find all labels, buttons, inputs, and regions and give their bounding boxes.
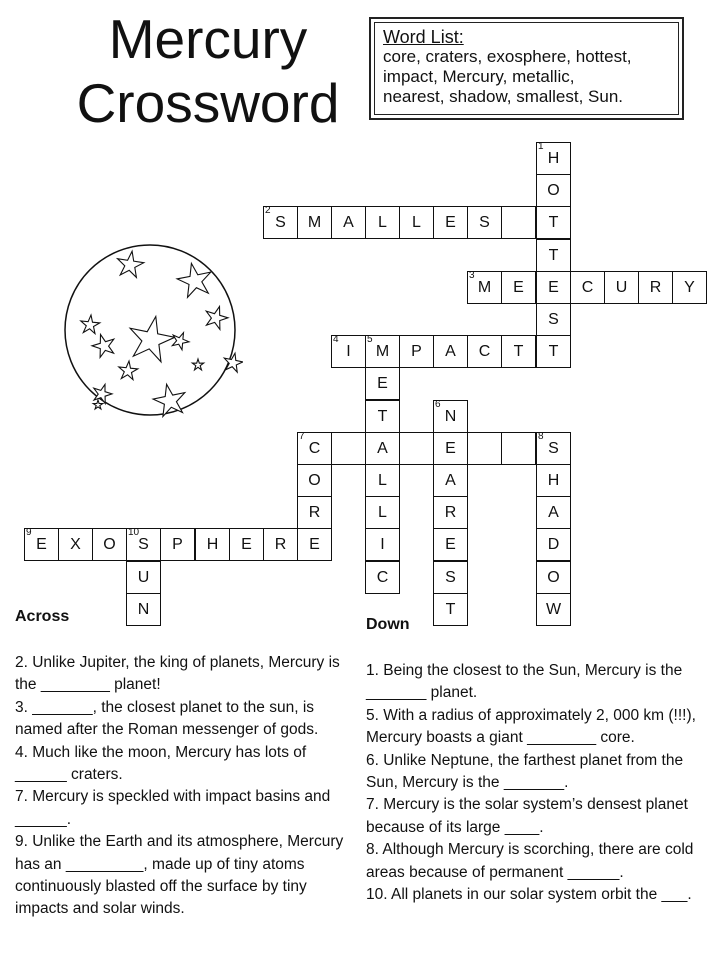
- cell-letter: A: [445, 472, 456, 489]
- grid-cell: [501, 335, 536, 368]
- clue-number: 5: [367, 334, 373, 345]
- cell-letter: S: [548, 440, 559, 457]
- cell-letter: L: [378, 504, 387, 521]
- grid-cell: [263, 528, 298, 561]
- cell-letter: T: [445, 601, 456, 618]
- cell-letter: D: [547, 536, 560, 553]
- grid-cell: [263, 206, 298, 239]
- grid-cell: [433, 464, 468, 497]
- cell-letter: T: [548, 247, 559, 264]
- across-heading: Across: [15, 608, 70, 625]
- grid-cell: [126, 593, 161, 626]
- moon-illustration: [58, 238, 243, 423]
- cell-letter: L: [378, 472, 387, 489]
- grid-cell: [467, 335, 502, 368]
- cell-letter: E: [548, 279, 559, 296]
- grid-cell: [195, 528, 230, 561]
- grid-cell: [229, 528, 264, 561]
- grid-cell: [297, 206, 332, 239]
- down-clue-10: 10. All planets in our solar system orbit the ___.: [366, 886, 692, 904]
- word-list-line: impact, Mercury, metallic,: [383, 67, 575, 86]
- title-line-1: Mercury: [108, 8, 308, 70]
- grid-cell: [399, 335, 434, 368]
- cell-letter: S: [548, 311, 559, 328]
- grid-cell: [297, 496, 332, 529]
- grid-cell: [24, 528, 59, 561]
- cell-letter: C: [581, 279, 594, 296]
- clue-number: 6: [435, 399, 441, 410]
- cell-letter: U: [615, 279, 628, 296]
- grid-cell: [126, 561, 161, 594]
- grid-cell: [536, 174, 571, 207]
- grid-cell: [365, 206, 400, 239]
- grid-cell: [536, 464, 571, 497]
- cell-letter: A: [343, 214, 354, 231]
- grid-cell: [433, 335, 468, 368]
- cell-letter: L: [378, 214, 387, 231]
- cell-letter: R: [444, 504, 457, 521]
- grid-cell: [331, 206, 366, 239]
- cell-letter: A: [377, 440, 388, 457]
- grid-cell: [433, 561, 468, 594]
- word-list-box: [369, 17, 684, 120]
- grid-cell: [433, 400, 468, 433]
- cell-letter: O: [308, 472, 321, 489]
- grid-cell: [467, 432, 502, 465]
- clue-number: 4: [333, 334, 339, 345]
- grid-cell: [536, 142, 571, 175]
- cell-letter: C: [376, 569, 389, 586]
- cell-letter: S: [275, 214, 286, 231]
- cell-letter: P: [172, 536, 183, 553]
- cell-letter: E: [241, 536, 252, 553]
- grid-cell: [501, 206, 536, 239]
- cell-letter: H: [547, 150, 560, 167]
- cell-letter: S: [445, 569, 456, 586]
- cell-letter: C: [478, 343, 491, 360]
- cell-letter: H: [206, 536, 219, 553]
- grid-cell: [467, 271, 502, 304]
- grid-cell: [536, 561, 571, 594]
- word-list-inner: [374, 22, 679, 115]
- cell-letter: S: [138, 536, 149, 553]
- grid-cell: [365, 496, 400, 529]
- cell-letter: A: [548, 504, 559, 521]
- cell-letter: N: [444, 408, 457, 425]
- cell-letter: W: [545, 601, 562, 618]
- cell-letter: R: [308, 504, 321, 521]
- grid-cell: [638, 271, 673, 304]
- across-clue-3: 3. _______, the closest planet to the sun, is named after the Roman messenger of gods.: [15, 698, 319, 739]
- cell-letter: S: [479, 214, 490, 231]
- cell-letter: R: [274, 536, 287, 553]
- clue-number: 10: [128, 527, 140, 538]
- grid-cell: [92, 528, 127, 561]
- cell-letter: T: [377, 408, 388, 425]
- star-icon: [93, 400, 103, 409]
- grid-cell: [365, 367, 400, 400]
- grid-cell: [570, 271, 605, 304]
- grid-cell: [160, 528, 195, 561]
- across-clue-9: 9. Unlike the Earth and its atmosphere, Mercury has an _________, made up of tiny atoms continuously blasted off the surface by tiny impacts and solar winds.: [15, 833, 344, 918]
- cell-letter: H: [547, 472, 560, 489]
- grid-cell: [365, 335, 400, 368]
- grid-cell: [536, 271, 571, 304]
- cell-letter: M: [375, 343, 390, 360]
- cell-letter: E: [445, 440, 456, 457]
- cell-letter: C: [308, 440, 321, 457]
- grid-cell: [365, 528, 400, 561]
- grid-cell: [297, 432, 332, 465]
- grid-cell: [536, 593, 571, 626]
- cell-letter: E: [309, 536, 320, 553]
- grid-cell: [501, 271, 536, 304]
- cell-letter: O: [547, 569, 560, 586]
- cell-letter: R: [649, 279, 662, 296]
- cell-letter: I: [346, 343, 351, 360]
- cell-letter: O: [547, 182, 560, 199]
- cell-letter: A: [445, 343, 456, 360]
- down-heading: Down: [366, 616, 410, 633]
- grid-cell: [536, 303, 571, 336]
- grid-cell: [297, 528, 332, 561]
- cell-letter: E: [377, 375, 388, 392]
- grid-cell: [672, 271, 707, 304]
- down-clue-list: [366, 660, 706, 906]
- clue-number: 1: [538, 141, 544, 152]
- cell-letter: P: [411, 343, 422, 360]
- grid-cell: [297, 464, 332, 497]
- cell-letter: E: [445, 214, 456, 231]
- cell-letter: T: [548, 343, 559, 360]
- cell-letter: L: [412, 214, 421, 231]
- grid-cell: [433, 496, 468, 529]
- grid-cell: [536, 206, 571, 239]
- grid-cell: [365, 432, 400, 465]
- down-clue-7: 7. Mercury is the solar system’s densest planet because of its large ____.: [366, 796, 688, 836]
- grid-cell: [536, 432, 571, 465]
- word-list-line: core, craters, exosphere, hottest,: [383, 47, 632, 66]
- clue-number: 9: [26, 527, 32, 538]
- cell-letter: T: [548, 214, 559, 231]
- grid-cell: [433, 432, 468, 465]
- clue-number: 2: [265, 205, 271, 216]
- cell-letter: U: [137, 569, 150, 586]
- grid-cell: [331, 432, 366, 465]
- grid-cell: [536, 335, 571, 368]
- grid-cell: [433, 206, 468, 239]
- title-line-2: Crossword: [76, 72, 340, 134]
- down-clue-5: 5. With a radius of approximately 2, 000 km (!!!), Mercury boasts a giant ________ core.: [366, 706, 696, 747]
- cell-letter: E: [36, 536, 47, 553]
- grid-cell: [399, 206, 434, 239]
- grid-cell: [365, 561, 400, 594]
- grid-cell: [433, 593, 468, 626]
- across-clue-7: 7. Mercury is speckled with impact basins and ______.: [15, 788, 331, 828]
- grid-cell: [501, 432, 536, 465]
- grid-cell: [126, 528, 161, 561]
- grid-cell: [536, 496, 571, 529]
- across-clue-4: 4. Much like the moon, Mercury has lots of ______ craters.: [15, 743, 307, 784]
- grid-cell: [433, 528, 468, 561]
- clue-number: 3: [469, 270, 475, 281]
- cell-letter: M: [307, 214, 322, 231]
- grid-cell: [399, 432, 434, 465]
- grid-cell: [467, 206, 502, 239]
- across-clue-list: [15, 652, 350, 921]
- cell-letter: Y: [684, 279, 695, 296]
- grid-cell: [604, 271, 639, 304]
- grid-cell: [365, 464, 400, 497]
- cell-letter: I: [380, 536, 385, 553]
- word-list-line: nearest, shadow, smallest, Sun.: [383, 87, 624, 106]
- down-clue-8: 8. Although Mercury is scorching, there are cold areas because of permanent ______.: [366, 841, 694, 881]
- cell-letter: N: [137, 601, 150, 618]
- cell-letter: O: [103, 536, 116, 553]
- cell-letter: M: [477, 279, 492, 296]
- cell-letter: E: [513, 279, 524, 296]
- grid-cell: [536, 528, 571, 561]
- grid-cell: [536, 239, 571, 272]
- word-list-heading: Word List:: [383, 27, 464, 47]
- cell-letter: E: [445, 536, 456, 553]
- clue-number: 7: [299, 431, 305, 442]
- grid-cell: [331, 335, 366, 368]
- cell-letter: T: [513, 343, 524, 360]
- down-clue-6: 6. Unlike Neptune, the farthest planet from the Sun, Mercury is the _______.: [366, 751, 684, 792]
- grid-cell: [58, 528, 93, 561]
- grid-cell: [365, 400, 400, 433]
- across-clue-2: 2. Unlike Jupiter, the king of planets, Mercury is the ________ planet!: [15, 654, 340, 694]
- clue-number: 8: [538, 431, 544, 442]
- cell-letter: X: [70, 536, 81, 553]
- down-clue-1: 1. Being the closest to the Sun, Mercury is the _______ planet.: [366, 662, 683, 702]
